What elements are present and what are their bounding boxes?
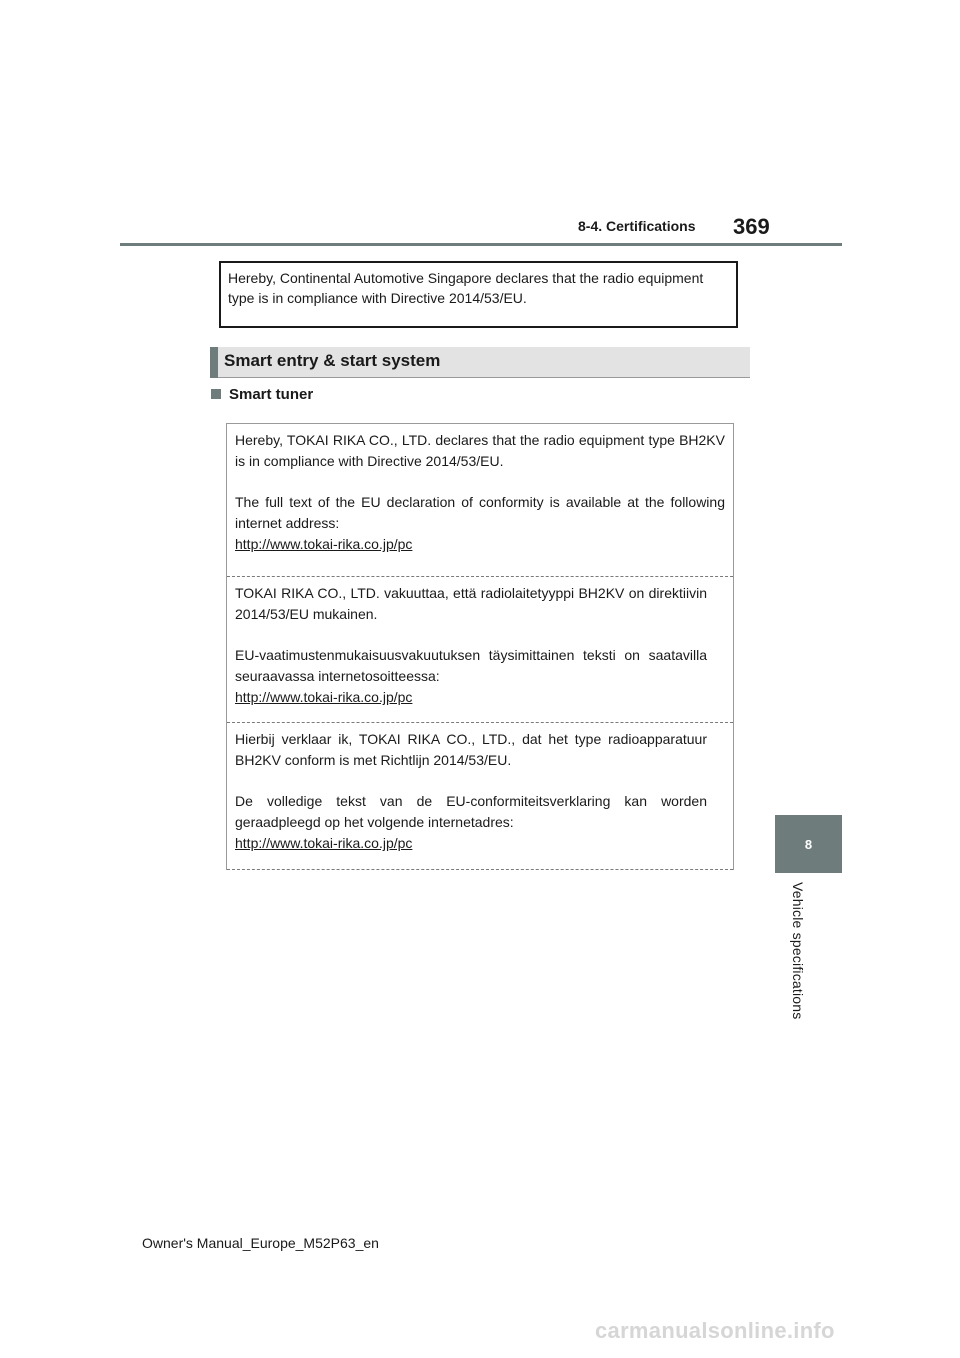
- section-heading: [210, 347, 750, 378]
- declaration-cell-english: [227, 424, 733, 577]
- subheading-label: Smart tuner: [229, 386, 314, 403]
- declaration-statement: TOKAI RIKA CO., LTD. vakuuttaa, että radiolaitetyyppi BH2KV on direktiivin 2014/53/EU mukainen.: [235, 585, 707, 622]
- declaration-url-link[interactable]: http://www.tokai-rika.co.jp/pc: [235, 689, 413, 705]
- subheading: [211, 386, 313, 403]
- declaration-cell-dutch: [227, 723, 733, 870]
- declaration-statement: Hereby, TOKAI RIKA CO., LTD. declares that the radio equipment type BH2KV is in compliance with Directive 2014/53/EU.: [235, 432, 725, 469]
- page-number: 369: [733, 214, 770, 239]
- declaration-url-link[interactable]: http://www.tokai-rika.co.jp/pc: [235, 536, 413, 552]
- heading-accent-bar: [210, 347, 218, 378]
- declaration-url-link[interactable]: http://www.tokai-rika.co.jp/pc: [235, 835, 413, 851]
- declaration-availability: The full text of the EU declaration of conformity is available at the following internet address:: [235, 494, 725, 531]
- chapter-title: Vehicle specifications: [790, 882, 806, 1020]
- header-rule: [120, 243, 842, 246]
- declarations-table: [226, 423, 734, 870]
- declaration-box-continental: [219, 261, 738, 328]
- declaration-availability: EU-vaatimustenmukaisuusvakuutuksen täysimittainen teksti on saatavilla seuraavassa internetosoitteessa:: [235, 647, 707, 684]
- declaration-statement: Hierbij verklaar ik, TOKAI RIKA CO., LTD., dat het type radioapparatuur BH2KV conform is met Richtlijn 2014/53/EU.: [235, 731, 707, 768]
- square-bullet-icon: [211, 389, 221, 399]
- section-heading-title: Smart entry & start system: [224, 351, 441, 370]
- declaration-cell-finnish: [227, 577, 733, 723]
- footer-manual-id: Owner's Manual_Europe_M52P63_en: [142, 1235, 379, 1251]
- watermark: carmanualsonline.info: [595, 1318, 835, 1343]
- section-label: 8-4. Certifications: [578, 218, 696, 234]
- declaration-availability: De volledige tekst van de EU-conformiteitsverklaring kan worden geraadpleegd op het volgende internetadres:: [235, 793, 707, 830]
- chapter-tab: 8: [775, 815, 842, 873]
- declaration-text: Hereby, Continental Automotive Singapore declares that the radio equipment type is in compliance with Directive 2014/53/EU.: [228, 270, 704, 306]
